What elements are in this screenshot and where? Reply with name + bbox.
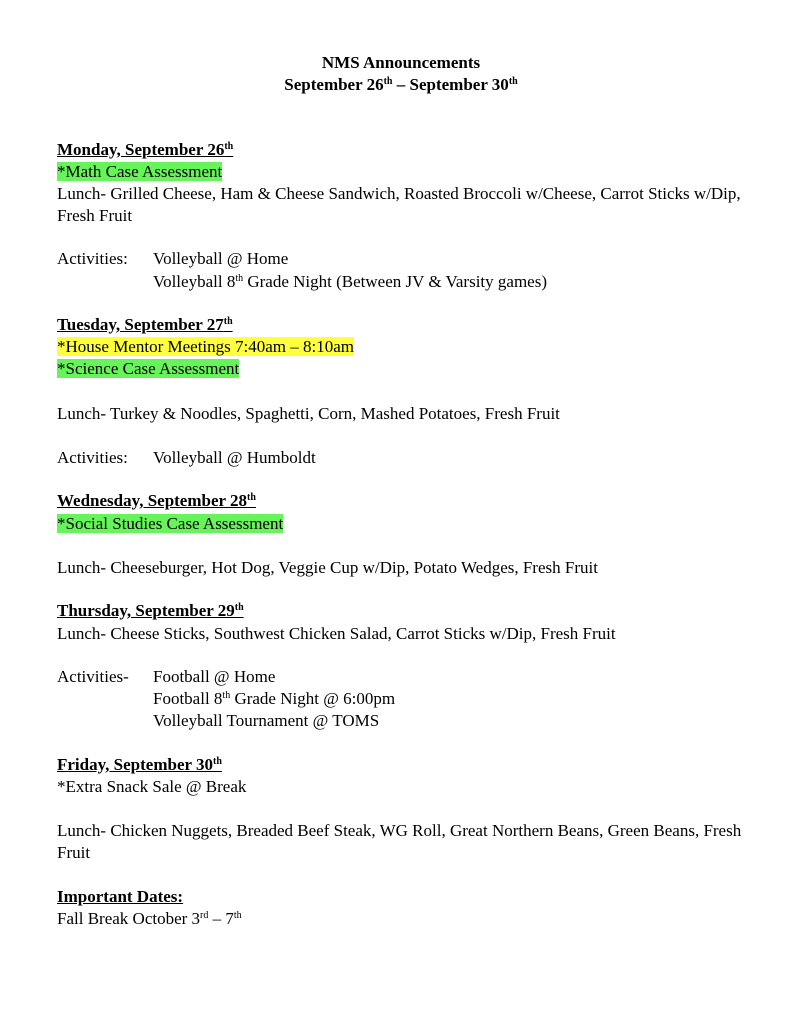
thursday-activity-2-b: Grade Night @ 6:00pm [230,689,396,708]
page-title: NMS Announcements [321,53,481,72]
thursday-heading [57,600,747,622]
friday-lunch: Lunch- Chicken Nuggets, Breaded Beef Steak, WG Roll, Great Northern Beans, Green Beans, Fresh Fruit [57,821,742,862]
tuesday-lunch: Lunch- Turkey & Noodles, Spaghetti, Corn, Mashed Potatoes, Fresh Fruit [57,404,560,423]
tuesday-heading-sup: th [223,316,233,327]
fall-break-a: Fall Break October 3 [57,909,201,928]
thursday-activity-2 [153,688,395,710]
friday-heading [57,754,747,776]
monday-lunch: Lunch- Grilled Cheese, Ham & Cheese Sandwich, Roasted Broccoli w/Cheese, Carrot Sticks w/Dip, Fresh Fruit [57,184,741,225]
wednesday-heading-text: Wednesday, September 28 [57,491,248,510]
monday-heading-text: Monday, September 26 [57,140,225,159]
thursday-activity-2-sup: th [222,690,231,701]
tuesday-highlight-green: *Science Case Assessment [57,359,240,378]
page-subtitle-date-range [0,74,802,96]
monday-activity-1: Volleyball @ Home [153,249,289,268]
thursday-activities-label: Activities- [57,667,129,686]
tuesday-activity-1: Volleyball @ Humboldt [153,448,316,467]
tuesday-assessment [57,358,747,380]
subtitle-start-sup: th [383,76,393,87]
fall-break-sup1: rd [200,910,209,921]
friday-snack-sale: *Extra Snack Sale @ Break [57,777,247,796]
tuesday-mentor-meetings [57,336,747,358]
thursday-heading-text: Thursday, September 29 [57,601,235,620]
thursday-lunch: Lunch- Cheese Sticks, Southwest Chicken Salad, Carrot Sticks w/Dip, Fresh Fruit [57,624,616,643]
monday-activity-2-a: Volleyball 8 [153,272,236,291]
subtitle-end-sup: th [508,76,518,87]
wednesday-highlight: *Social Studies Case Assessment [57,514,284,533]
monday-activities-label: Activities: [57,249,128,268]
wednesday-heading-sup: th [247,492,256,503]
thursday-heading-sup: th [234,602,244,613]
fall-break-item [57,908,747,930]
tuesday-heading-text: Tuesday, September 27 [57,315,224,334]
wednesday-lunch: Lunch- Cheeseburger, Hot Dog, Veggie Cup w/Dip, Potato Wedges, Fresh Fruit [57,558,598,577]
monday-activity-2 [153,271,547,293]
monday-heading [57,139,747,161]
monday-heading-sup: th [224,141,234,152]
friday-heading-sup: th [212,756,222,767]
important-dates-heading: Important Dates: [57,887,184,906]
fall-break-b: – 7 [208,909,234,928]
monday-activity-2-sup: th [235,273,244,284]
wednesday-assessment [57,513,747,535]
monday-highlight: *Math Case Assessment [57,162,223,181]
tuesday-activities-label: Activities: [57,448,128,467]
monday-assessment [57,161,747,183]
friday-heading-text: Friday, September 30 [57,755,213,774]
thursday-activity-3: Volleyball Tournament @ TOMS [153,711,380,730]
subtitle-end: – September 30 [392,75,509,94]
wednesday-heading [57,490,747,512]
thursday-activity-1: Football @ Home [153,667,276,686]
monday-activity-2-b: Grade Night (Between JV & Varsity games) [243,272,548,291]
thursday-activity-2-a: Football 8 [153,689,223,708]
subtitle-start: September 26 [284,75,384,94]
tuesday-highlight-yellow: *House Mentor Meetings 7:40am – 8:10am [57,337,354,356]
fall-break-sup2: th [233,910,242,921]
tuesday-heading [57,314,747,336]
